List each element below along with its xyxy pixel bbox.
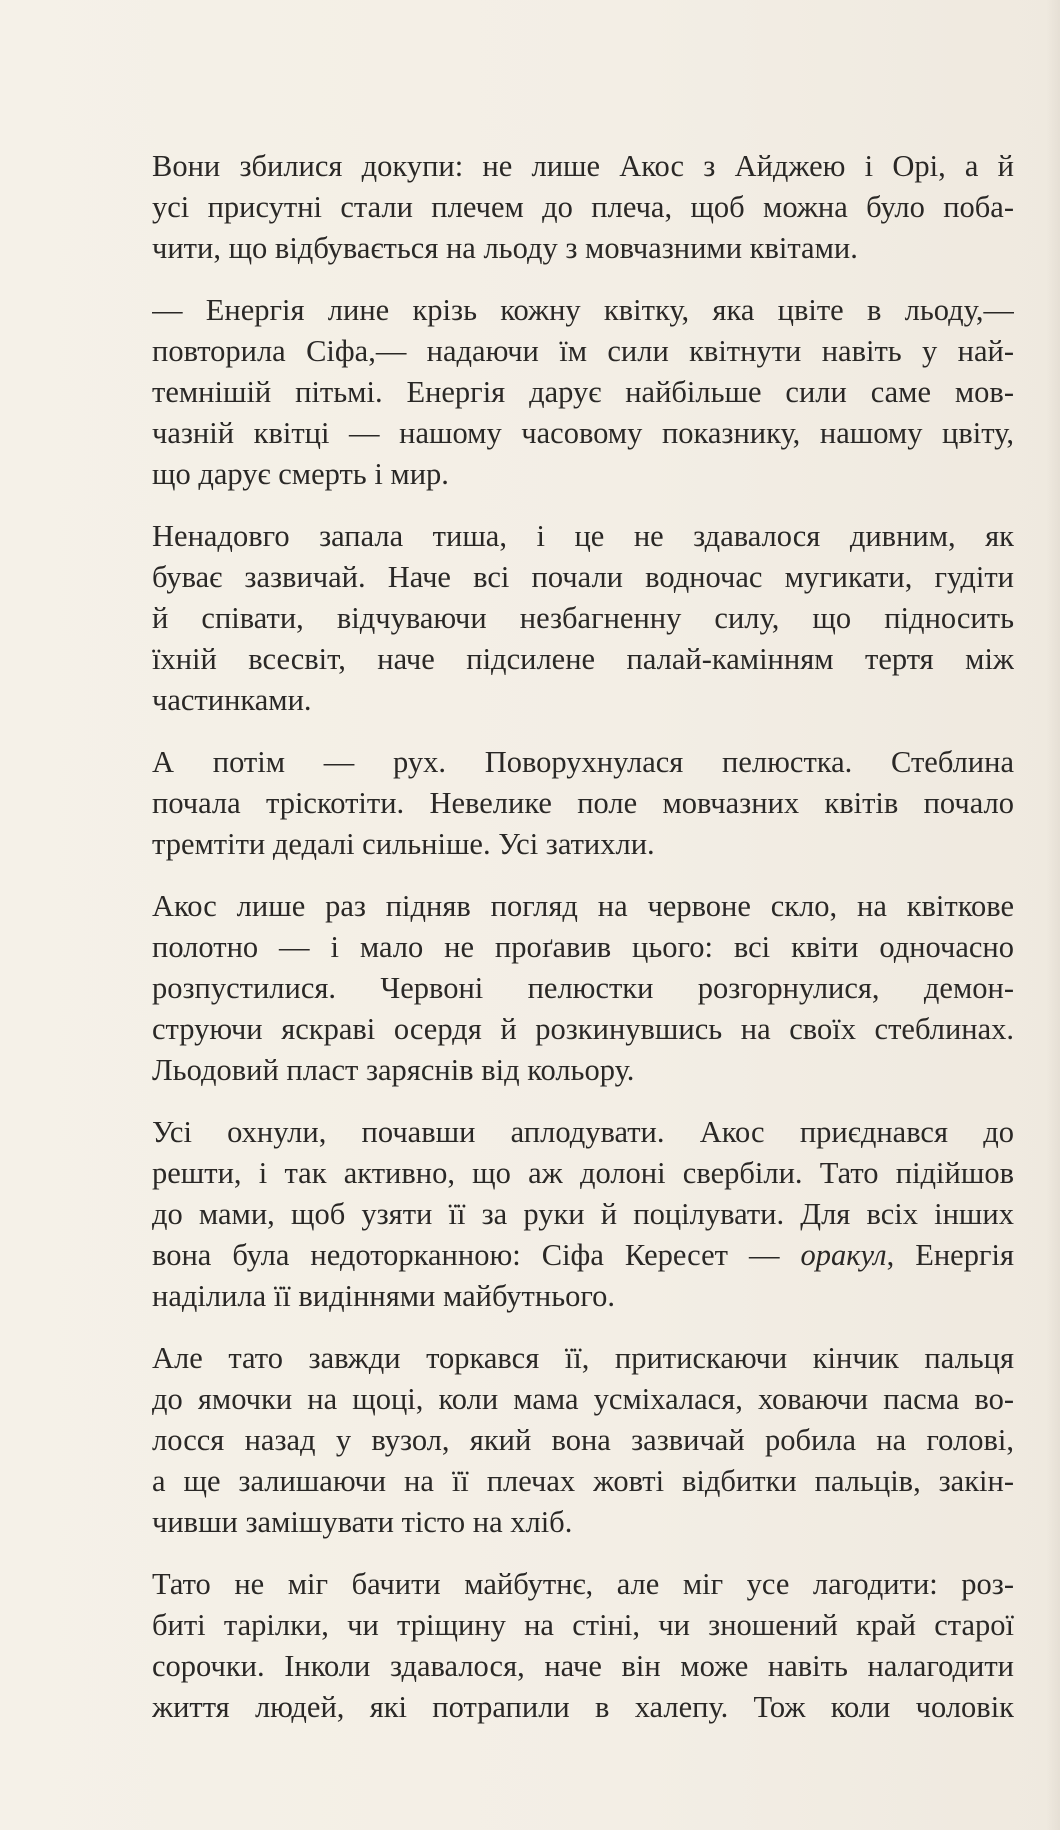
text-line: частинками. [152,683,312,717]
italic-word: оракул [800,1238,887,1272]
paragraph-3 [152,516,1014,721]
text-line: усі присутні стали плечем до плеча, щоб можна було поба- [152,190,1014,224]
text-segment: , Енергія [886,1238,1014,1272]
text-line: розпустилися. Червоні пелюстки розгорнулися, демон- [152,971,1014,1005]
text-line-with-italic [152,1235,1014,1276]
paragraph-6 [152,1112,1014,1317]
text-line: сорочки. Інколи здавалося, наче він може навіть налагодити [152,1649,1014,1683]
text-line: почала тріскотіти. Невелике поле мовчазних квітів почало [152,786,1014,820]
page-text [152,146,1014,1749]
text-line: — Енергія лине крізь кожну квітку, яка цвіте в льоду,— [152,293,1014,327]
text-line: А потім — рух. Поворухнулася пелюстка. Стеблина [152,745,1014,779]
text-line: решти, і так активно, що аж долоні свербіли. Тато підійшов [152,1156,1014,1190]
text-line: полотно — і мало не проґавив цього: всі квіти одночасно [152,930,1014,964]
text-line: тремтіти дедалі сильніше. Усі затихли. [152,827,655,861]
text-line: Ненадовго запала тиша, і це не здавалося дивним, як [152,519,1014,553]
paragraph-7 [152,1338,1014,1543]
text-line: чити, що відбувається на льоду з мовчазними квітами. [152,231,858,265]
text-line: їхній всесвіт, наче підсилене палай-камінням тертя між [152,642,1014,676]
text-line: Акос лише раз підняв погляд на червоне скло, на квіткове [152,889,1014,923]
text-line: Льодовий пласт заряснів від кольору. [152,1053,635,1087]
text-segment: вона була недоторканною: Сіфа Кересет — [152,1238,801,1272]
paragraph-5 [152,886,1014,1091]
page-edge-shadow [1046,0,1060,1830]
text-line: Усі охнули, почавши аплодувати. Акос приєднався до [152,1115,1014,1149]
paragraph-4 [152,742,1014,865]
text-line: Але тато завжди торкався її, притискаючи кінчик пальця [152,1341,1014,1375]
text-line: Тато не міг бачити майбутнє, але міг усе лагодити: роз- [152,1567,1014,1601]
text-line: лосся назад у вузол, який вона зазвичай робила на голові, [152,1423,1014,1457]
text-line: повторила Сіфа,— надаючи їм сили квітнути навіть у най- [152,334,1014,368]
text-line: життя людей, які потрапили в халепу. Тож коли чоловік [152,1690,1014,1724]
text-line: Вони збилися докупи: не лише Акос з Айджею і Орі, а й [152,149,1014,183]
paragraph-8 [152,1564,1014,1728]
text-line: струючи яскраві осердя й розкинувшись на своїх стеблинах. [152,1012,1014,1046]
text-line: що дарує смерть і мир. [152,457,449,491]
text-line: й співати, відчуваючи незбагненну силу, що підносить [152,601,1014,635]
text-line: а ще залишаючи на її плечах жовті відбитки пальців, закін- [152,1464,1014,1498]
text-line: чивши замішувати тісто на хліб. [152,1505,573,1539]
text-line: до ямочки на щоці, коли мама усміхалася, ховаючи пасма во- [152,1382,1014,1416]
paragraph-2 [152,290,1014,495]
text-line: темнішій пітьмі. Енергія дарує найбільше сили саме мов- [152,375,1014,409]
text-line: наділила її видіннями майбутнього. [152,1279,615,1313]
text-line: до мами, щоб узяти її за руки й поцілувати. Для всіх інших [152,1197,1014,1231]
paragraph-1 [152,146,1014,269]
text-line: чазній квітці — нашому часовому показнику, нашому цвіту, [152,416,1014,450]
text-line: биті тарілки, чи тріщину на стіні, чи зношений край старої [152,1608,1014,1642]
text-line: буває зазвичай. Наче всі почали водночас мугикати, гудіти [152,560,1014,594]
